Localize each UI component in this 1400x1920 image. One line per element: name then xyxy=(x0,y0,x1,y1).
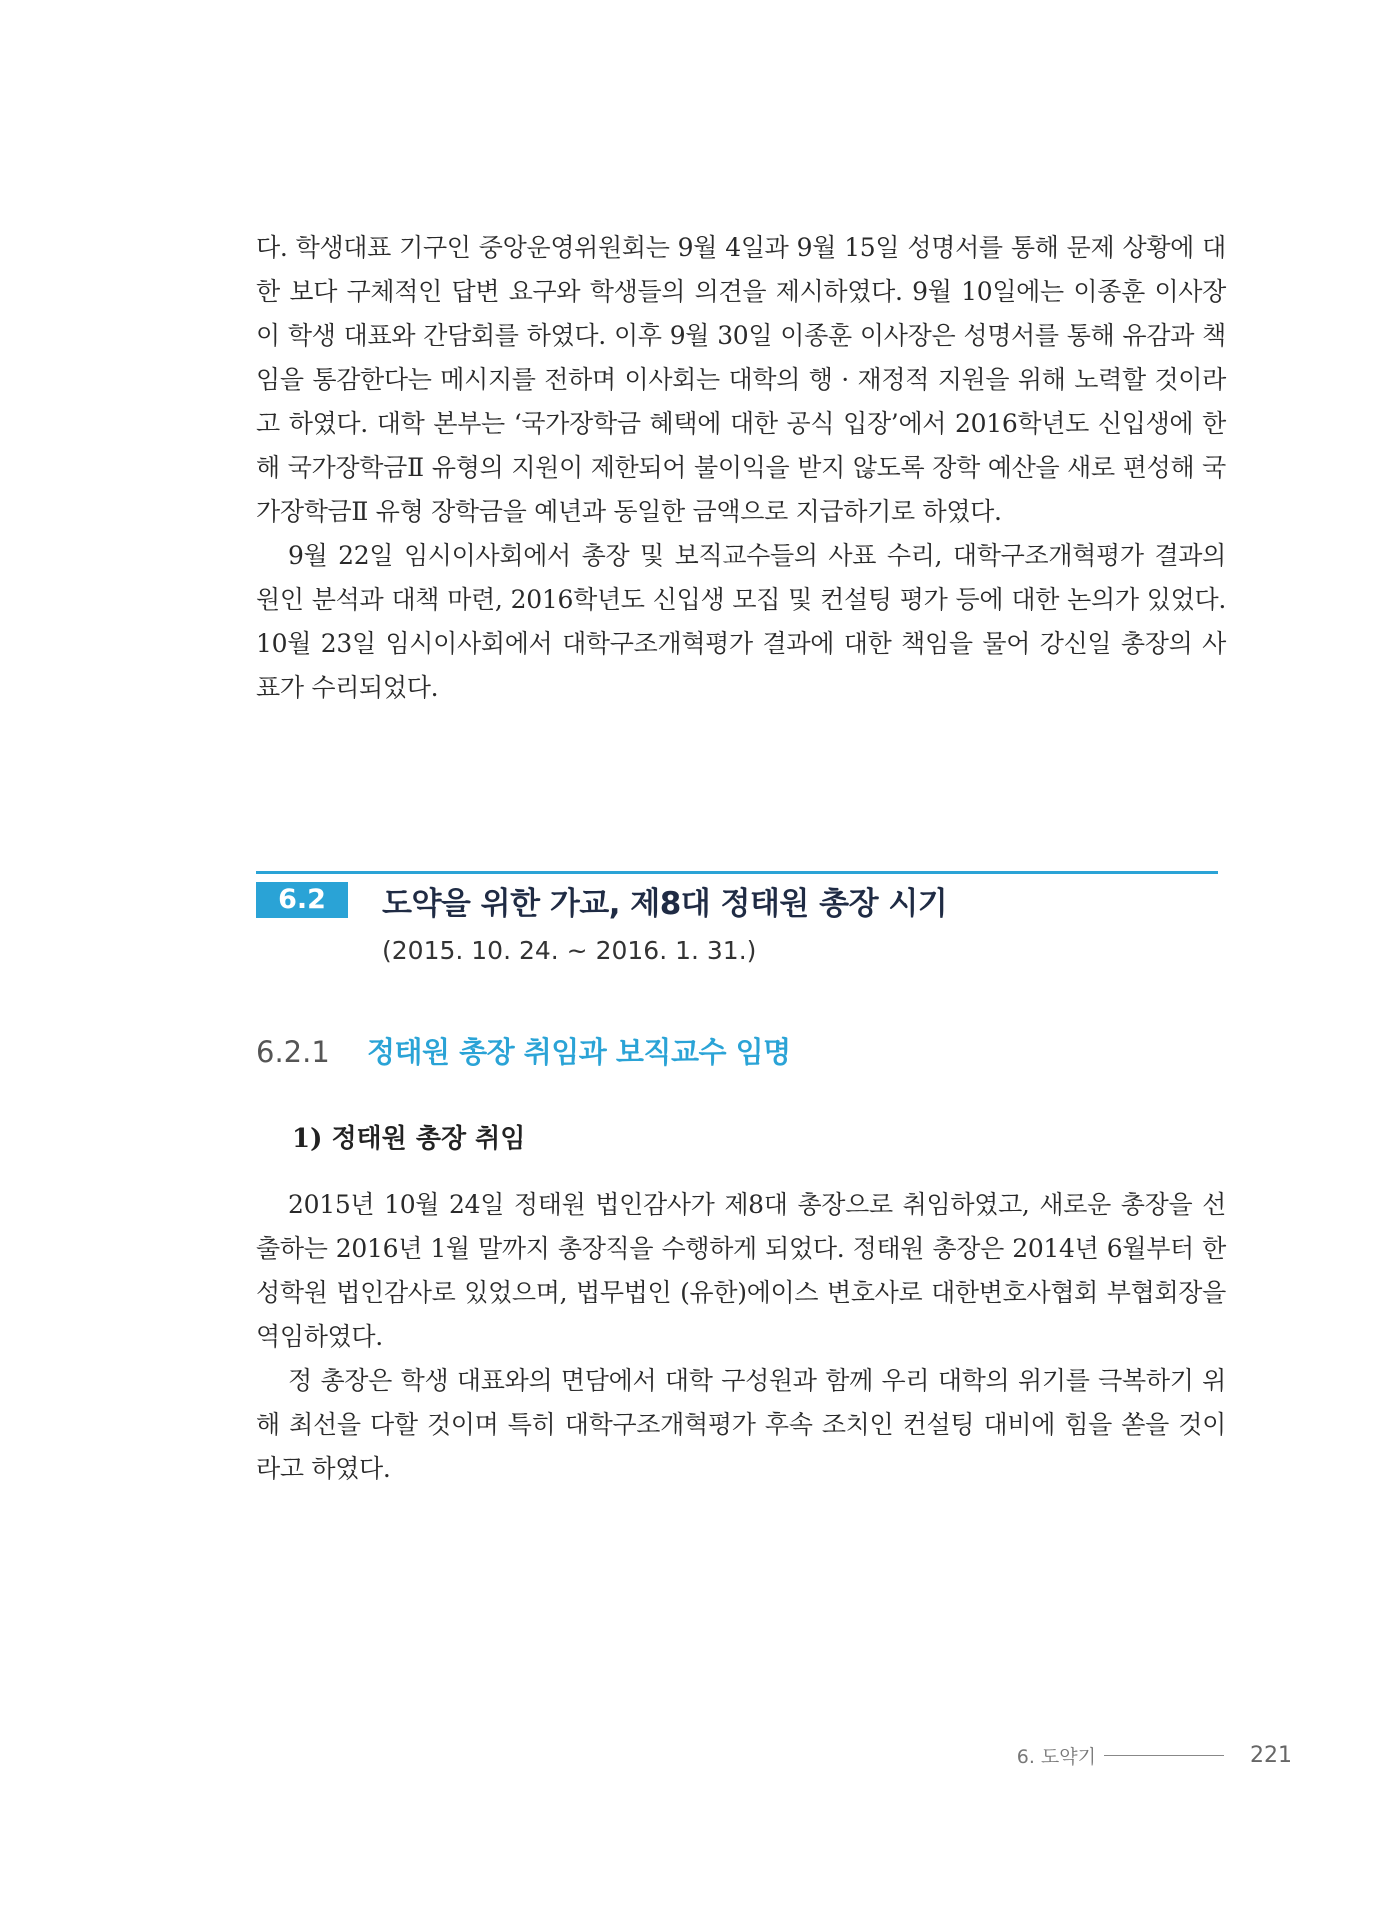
paragraph: 다. 학생대표 기구인 중앙운영위원회는 9월 4일과 9월 15일 성명서를 통해 문제 상황에 대한 보다 구체적인 답변 요구와 학생들의 의견을 제시하였다. 9월 10일에는 이종훈 이사장이 학생 대표와 간담회를 하였다. 이후 9월 30일 이종훈 이사장은 성명서를 통해 유감과 책임을 통감한다는 메시지를 전하며 이사회는 대학의 행 · 재정적 지원을 위해 노력할 것이라고 하였다. 대학 본부는 ‘국가장학금 혜택에 대한 공식 입장’에서 2016학년도 신입생에 한해 국가장학금Ⅱ 유형의 지원이 제한되어 불이익을 받지 않도록 장학 예산을 새로 편성해 국가장학금Ⅱ 유형 장학금을 예년과 동일한 금액으로 지급하기로 하였다. xyxy=(256,233,1226,526)
body-text-bottom xyxy=(256,1183,1226,1491)
section-title: 도약을 위한 가교, 제8대 정태원 총장 시기 xyxy=(382,886,948,922)
subsection-title: 정태원 총장 취임과 보직교수 임명 xyxy=(367,1035,791,1069)
footer-chapter-label: 6. 도약기 xyxy=(1016,1746,1096,1768)
paragraph: 2015년 10월 24일 정태원 법인감사가 제8대 총장으로 취임하였고, 새로운 총장을 선출하는 2016년 1월 말까지 총장직을 수행하게 되었다. 정태원 총장은 2014년 6월부터 한성학원 법인감사로 있었으며, 법무법인 (유한)에이스 변호사로 대한변호사협회 부협회장을 역임하였다. xyxy=(256,1190,1226,1351)
section-divider xyxy=(256,871,1218,874)
section-period: (2015. 10. 24. ~ 2016. 1. 31.) xyxy=(382,936,757,965)
section-number-badge: 6.2 xyxy=(256,882,348,918)
body-text-top xyxy=(256,226,1226,710)
subsection-number: 6.2.1 xyxy=(256,1035,330,1069)
subsection-heading xyxy=(256,1030,791,1071)
subsubsection-title: 1) 정태원 총장 취임 xyxy=(292,1124,526,1154)
paragraph: 9월 22일 임시이사회에서 총장 및 보직교수들의 사표 수리, 대학구조개혁평가 결과의 원인 분석과 대책 마련, 2016학년도 신입생 모집 및 컨설팅 평가 등에 대한 논의가 있었다. 10월 23일 임시이사회에서 대학구조개혁평가 결과에 대한 책임을 물어 강신일 총장의 사표가 수리되었다. xyxy=(256,541,1226,702)
paragraph: 정 총장은 학생 대표와의 면담에서 대학 구성원과 함께 우리 대학의 위기를 극복하기 위해 최선을 다할 것이며 특히 대학구조개혁평가 후속 조치인 컨설팅 대비에 힘을 쏟을 것이라고 하였다. xyxy=(256,1366,1226,1483)
footer-rule xyxy=(1104,1755,1224,1756)
page-footer xyxy=(1017,1742,1292,1769)
page-number: 221 xyxy=(1250,1743,1292,1768)
